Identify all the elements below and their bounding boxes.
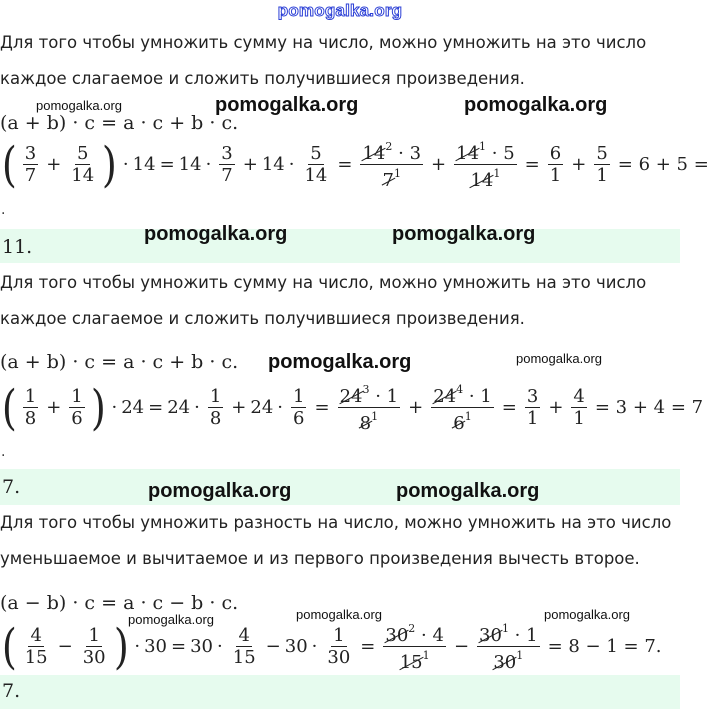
fraction: $\frac{1}{6}$ — [293, 386, 305, 429]
close-paren: ) — [113, 618, 129, 675]
fraction: $\frac{5}{14}$ — [304, 143, 328, 186]
fraction: $\frac{5}{1}$ — [596, 143, 608, 186]
open-paren: ( — [1, 136, 17, 193]
fraction: $\frac{4}{15}$ — [232, 625, 256, 668]
watermark: pomogalka.org — [268, 351, 412, 373]
watermark: pomogalka.org — [144, 223, 288, 245]
fraction: $\frac{5}{14}$ — [71, 143, 95, 186]
end-dot: . — [1, 202, 6, 218]
fraction: $\frac{1}{8}$ — [24, 386, 37, 429]
watermark: pomogalka.org — [148, 480, 292, 502]
cancelled-fraction: $\frac{24^4 \cdot 1}{6^1}$ — [433, 383, 492, 434]
close-paren: ) — [102, 136, 118, 193]
open-paren: ( — [1, 379, 17, 436]
rule-text-line1: Для того чтобы умножить сумму на число, можно умножить на это число — [0, 273, 647, 292]
fraction: $\frac{1}{30}$ — [327, 625, 351, 668]
cancelled-fraction: $\frac{14^2 \cdot 3}{7^1}$ — [362, 140, 422, 191]
fraction: $\frac{4}{1}$ — [573, 386, 585, 429]
watermark: pomogalka.org — [516, 351, 602, 366]
cancelled-fraction: $\frac{14^1 \cdot 5}{14^1}$ — [456, 140, 515, 191]
multiplier: 24 — [121, 397, 145, 418]
section-band — [0, 469, 680, 505]
fraction: $\frac{3}{7}$ — [221, 143, 233, 186]
fraction: $\frac{4}{15}$ — [24, 625, 48, 668]
section-label: 7. — [2, 476, 21, 498]
multiplier: 24 — [250, 397, 274, 418]
open-paren: ( — [1, 618, 17, 675]
watermark: pomogalka.org — [128, 612, 214, 627]
multiplier: 14 — [178, 154, 202, 175]
section-label: 11. — [2, 236, 33, 258]
multiplier: 30 — [190, 636, 214, 657]
calculation-row: ( $\frac{3}{7}$ + $\frac{5}{14}$ ) · 14 = 14 · $\frac{3}{7}$ + 14 · $\frac{5}{14}$ = $\frac{14^2 \cdot 3}{7^1}$ + $\frac{14^1 \cdot 5}{14^1}$ = $\frac{6}{1}$ + $\frac{5}{1}$ = 6 + 5 = — [1, 136, 709, 193]
watermark: pomogalka.org — [36, 98, 122, 113]
fraction: $\frac{1}{8}$ — [209, 386, 222, 429]
section-band — [0, 229, 680, 263]
operator: + — [46, 154, 62, 175]
distributive-formula: (a + b) · c = a · c + b · c. — [0, 351, 239, 373]
multiplier: 30 — [284, 636, 308, 657]
watermark: pomogalka.org — [396, 480, 540, 502]
section-band — [0, 675, 680, 709]
watermark: pomogalka.org — [464, 94, 608, 116]
multiplier: 14 — [132, 154, 156, 175]
cancelled-fraction: $\frac{24^3 \cdot 1}{8^1}$ — [339, 383, 399, 434]
close-paren: ) — [90, 379, 106, 436]
rule-text-line2: уменьшаемое и вычитаемое и из первого произведения вычесть второе. — [0, 549, 640, 568]
fraction: $\frac{3}{7}$ — [24, 143, 37, 186]
distributive-formula: (a + b) · c = a · c + b · c. — [0, 112, 239, 134]
end-dot: . — [1, 444, 6, 460]
rule-text-line1: Для того чтобы умножить разность на число, можно умножить на это число — [0, 513, 672, 532]
multiplier: 30 — [144, 636, 168, 657]
result-tail: = 3 + 4 = 7 — [594, 397, 704, 418]
rule-text-line2: каждое слагаемое и сложить получившиеся произведения. — [0, 69, 525, 88]
watermark: pomogalka.org — [392, 223, 536, 245]
site-header-logo[interactable]: pomogalka.org — [277, 1, 403, 20]
calculation-row: ( $\frac{4}{15}$ − $\frac{1}{30}$ ) · 30 = 30 · $\frac{4}{15}$ − 30 · $\frac{1}{30}$ = $\frac{30^2 \cdot 4}{15^1}$ − $\frac{30^1 \cdot 1}{30^1}$ = 8 − 1 = 7. — [1, 618, 662, 675]
result-tail: = 6 + 5 = — [617, 154, 709, 175]
fraction: $\frac{1}{6}$ — [71, 386, 83, 429]
fraction: $\frac{6}{1}$ — [549, 143, 562, 186]
fraction: $\frac{3}{1}$ — [526, 386, 539, 429]
distributive-formula: (a − b) · c = a · c − b · c. — [0, 592, 239, 614]
rule-text-line2: каждое слагаемое и сложить получившиеся произведения. — [0, 309, 525, 328]
multiplier: 14 — [261, 154, 285, 175]
result-tail: = 8 − 1 = 7. — [547, 636, 662, 657]
cancelled-fraction: $\frac{30^2 \cdot 4}{15^1}$ — [385, 622, 444, 673]
section-label: 7. — [2, 680, 21, 702]
multiplier: 24 — [167, 397, 191, 418]
operator: − — [57, 636, 73, 657]
operator: + — [46, 397, 62, 418]
watermark: pomogalka.org — [215, 94, 359, 116]
watermark: pomogalka.org — [296, 607, 382, 622]
fraction: $\frac{1}{30}$ — [82, 625, 106, 668]
cancelled-fraction: $\frac{30^1 \cdot 1}{30^1}$ — [479, 622, 538, 673]
watermark: pomogalka.org — [544, 607, 630, 622]
calculation-row: ( $\frac{1}{8}$ + $\frac{1}{6}$ ) · 24 = 24 · $\frac{1}{8}$ + 24 · $\frac{1}{6}$ = $\frac{24^3 \cdot 1}{8^1}$ + $\frac{24^4 \cdot 1}{6^1}$ = $\frac{3}{1}$ + $\frac{4}{1}$ = 3 + 4 = 7 — [1, 379, 704, 436]
rule-text-line1: Для того чтобы умножить сумму на число, можно умножить на это число — [0, 33, 647, 52]
